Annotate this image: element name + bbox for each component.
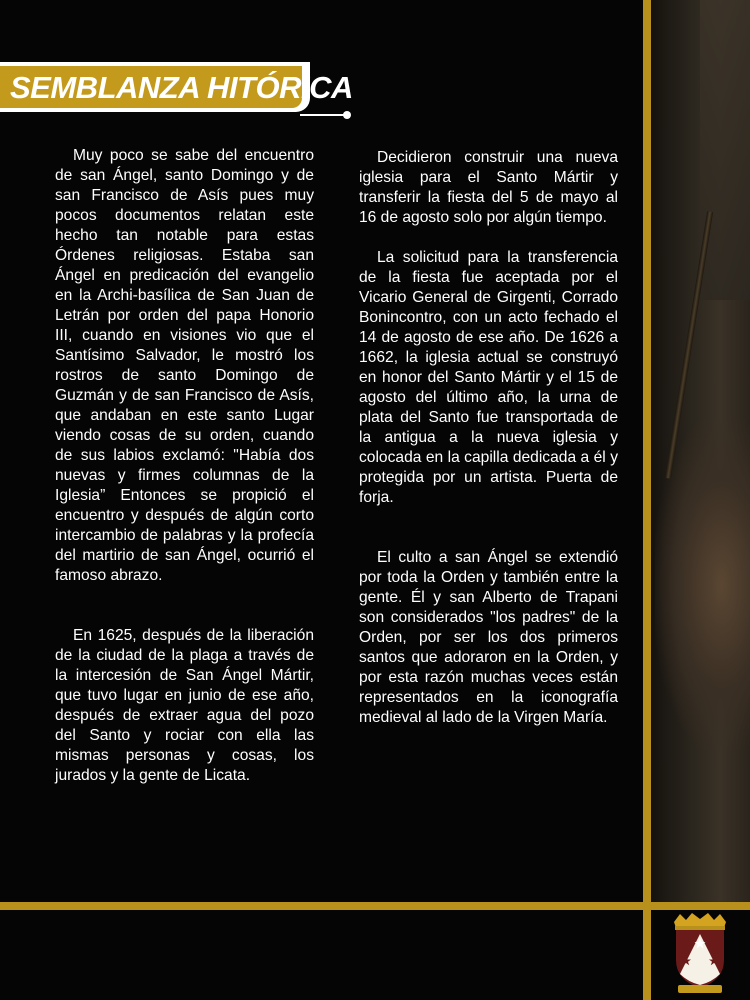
right-column <box>359 148 618 728</box>
title-underline-dot <box>343 111 351 119</box>
right-paragraph-3: El culto a san Ángel se extendió por toda la Orden y también entre la gente. Él y san Alberto de Trapani son considerados "los padres" de la Orden, por ser los dos primeros santos que adoraron en la Orden, y por esta razón muchas veces están representados en la iconografía medieval al lado de la Virgen María. <box>359 549 618 726</box>
title-underline <box>300 114 346 116</box>
left-paragraph-2: En 1625, después de la liberación de la ciudad de la plaga a través de la intercesión de San Ángel Mártir, que tuvo lugar en junio de ese año, después de extraer agua del pozo del Santo y rociar con ella las mismas personas y cosas, los jurados y la gente de Licata. <box>55 627 314 784</box>
horizontal-gold-bar <box>0 902 750 910</box>
painting-shadow <box>700 0 750 300</box>
left-column <box>55 146 314 786</box>
carmelite-crest-icon <box>670 912 730 994</box>
right-paragraph-2: La solicitud para la transferencia de la fiesta fue aceptada por el Vicario General de Girgenti, Corrado Bonincontro, con un acto fechado el 14 de agosto de ese año. De 1626 a 1662, la iglesia actual se construyó en honor del Santo Mártir y el 15 de agosto del último año, la urna de plata del Santo fue transportada de la antigua a la nueva iglesia y colocada en la capilla dedicada a él y protegida por un artista. Puerta de forja. <box>359 249 618 506</box>
right-paragraph-1: Decidieron construir una nueva iglesia para el Santo Mártir y transferir la fiesta del 5 de mayo al 16 de agosto solo por algún tiempo. <box>359 149 618 226</box>
vertical-gold-bar <box>643 0 651 1000</box>
left-paragraph-1: Muy poco se sabe del encuentro de san Ángel, santo Domingo y de san Francisco de Asís pues muy pocos documentos relatan este hecho tan notable para estas Órdenes religiosas. Estaba san Ángel en predicación del evangelio en la Archi-basílica de San Juan de Letrán por orden del papa Honorio III, cuando en visiones vio que el Santísimo Salvador, le mostró los rostros de santo Domingo de Guzmán y de san Francisco de Asís, que andaban en este santo Lugar viendo cosas de su orden, cuando de sus labios exclamó: "Había dos nuevas y firmes columnas de la Iglesia” Entonces se propició el encuentro y después de algún corto intercambio de palabras y la profecía del martirio de san Ángel, ocurrió el famoso abrazo. <box>55 147 314 584</box>
page-title: SEMBLANZA HITÓRICA <box>10 70 353 105</box>
